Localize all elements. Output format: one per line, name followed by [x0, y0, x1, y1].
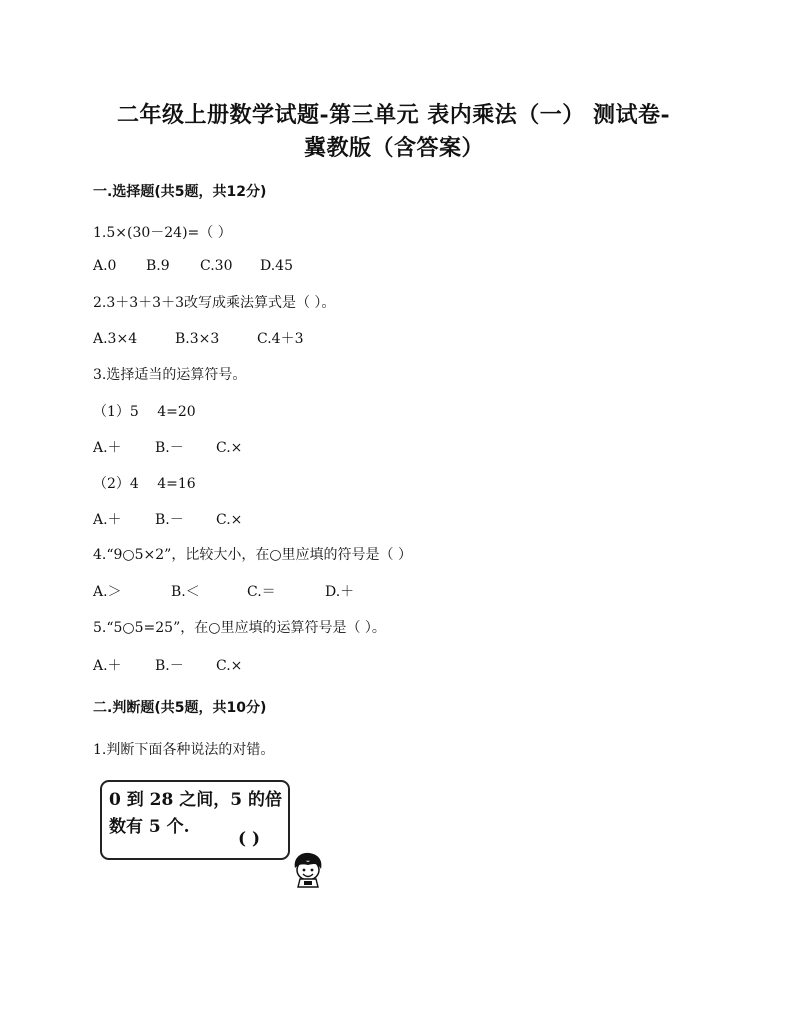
child-cartoon-icon [291, 852, 325, 888]
question-4-text: 4.“9○5×2”，比较大小，在○里应填的符号是（ ） [93, 547, 413, 563]
option-d[interactable]: D.45 [260, 258, 293, 274]
section-heading-choice: 一.选择题(共5题，共12分) [93, 184, 267, 200]
option-b[interactable]: B.－ [155, 512, 184, 528]
answer-parentheses[interactable]: ( ) [238, 829, 261, 849]
option-a[interactable]: A.0 [93, 258, 117, 274]
section-heading-judgment: 二.判断题(共5题，共10分) [93, 700, 267, 716]
option-b[interactable]: B.＜ [171, 584, 200, 600]
question-3-text: 3.选择适当的运算符号。 [93, 367, 247, 383]
question-3-sub-2-options [93, 509, 242, 529]
option-a[interactable]: A.＋ [93, 440, 122, 456]
bubble-line-2: 数有 5 个. [109, 817, 190, 837]
question-2-options [93, 328, 303, 348]
question-5-text: 5.“5○5=25”，在○里应填的运算符号是（ ）。 [93, 620, 386, 636]
option-c[interactable]: C.＝ [247, 584, 276, 600]
option-a[interactable]: A.3×4 [93, 331, 138, 347]
option-c[interactable]: C.4＋3 [257, 331, 304, 347]
question-3-sub-1-options [93, 437, 242, 457]
bubble-line-1: 0 到 28 之间，5 的倍 [109, 790, 282, 810]
option-a[interactable]: A.＋ [93, 512, 122, 528]
option-d[interactable]: D.＋ [325, 584, 355, 600]
option-a[interactable]: A.＋ [93, 658, 122, 674]
question-4-options [93, 581, 354, 601]
option-b[interactable]: B.－ [155, 440, 184, 456]
option-b[interactable]: B.9 [146, 258, 170, 274]
question-5-options [93, 655, 242, 675]
option-a[interactable]: A.＞ [93, 584, 122, 600]
question-3-sub-2: （2）4 4=16 [93, 476, 196, 492]
option-c[interactable]: C.× [216, 512, 243, 528]
option-c[interactable]: C.× [216, 440, 243, 456]
question-3-sub-1: （1）5 4=20 [93, 404, 196, 420]
option-b[interactable]: B.－ [155, 658, 184, 674]
question-1-options [93, 258, 293, 274]
judgment-1-text: 1.判断下面各种说法的对错。 [93, 742, 275, 758]
title-line-2: 冀教版（含答案） [304, 135, 485, 161]
option-b[interactable]: B.3×3 [175, 331, 220, 347]
speech-bubble [100, 780, 290, 860]
option-c[interactable]: C.× [216, 658, 243, 674]
title-line-1: 二年级上册数学试题-第三单元 表内乘法（一） 测试卷- [117, 102, 671, 128]
question-1-text: 1.5×(30－24)=（ ） [93, 225, 232, 241]
option-c[interactable]: C.30 [200, 258, 233, 274]
question-2-text: 2.3＋3＋3＋3改写成乘法算式是（ ）。 [93, 295, 336, 311]
